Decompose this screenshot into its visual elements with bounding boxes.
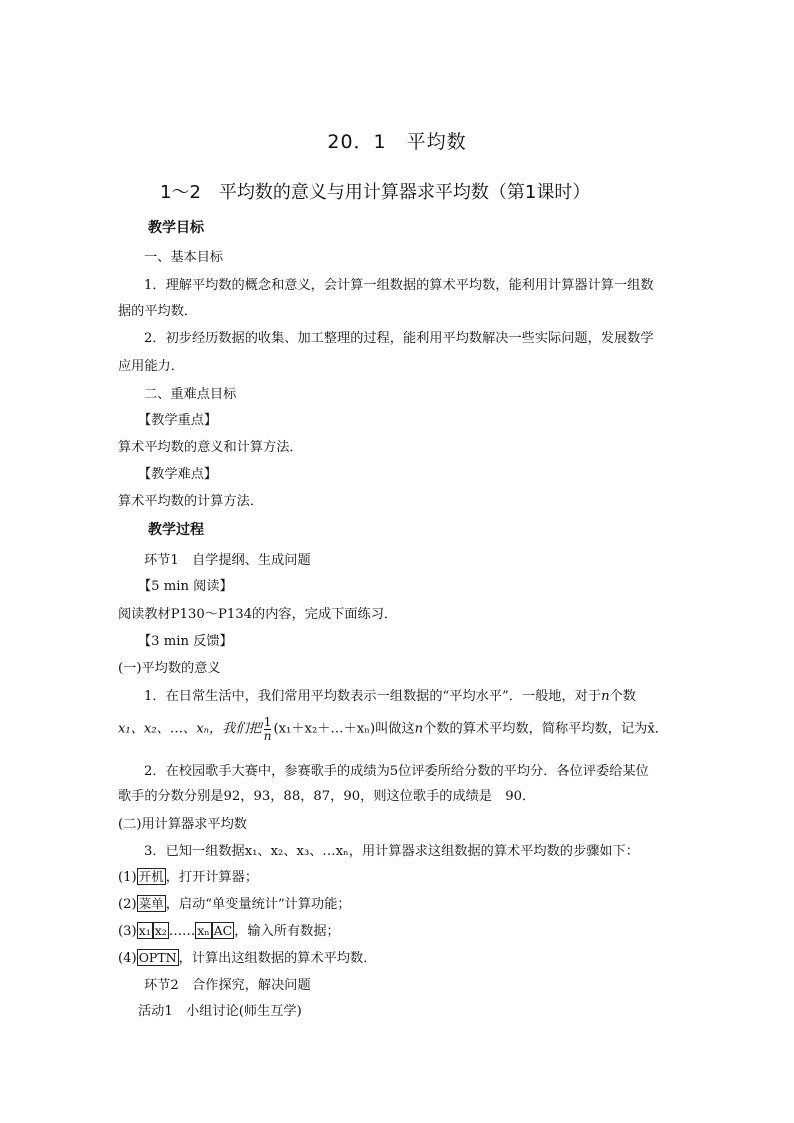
focus-heading: 【教学重点】 [138,413,218,428]
q1-line2-c: 个数的算术平均数，简称平均数，记为x̄． [423,721,668,737]
optn-key: OPTN [138,950,177,965]
q3-line: 3．已知一组数据x₁、x₂、x₃、…xₙ，用计算器求这组数据的算术平均数的步骤如下： [144,844,639,859]
difficulty-heading: 【教学难点】 [138,467,218,482]
step3-prefix: (3) [118,924,137,939]
feedback-heading: 【3 min 反馈】 [138,634,233,649]
power-key: 开机 [138,869,164,884]
step1-text: ，打开计算器； [165,870,259,885]
objectives-heading: 教学目标 [148,220,204,236]
q1-n-2: n [414,721,424,737]
step4-text: ，计算出这组数据的算术平均数． [178,951,377,966]
fraction-denominator: n [263,728,272,743]
fraction-numerator: 1 [263,715,272,729]
step3-ellipsis: …… [168,924,196,939]
step2-text: ，启动“单变量统计”计算功能； [165,897,351,912]
goal2-line1: 2．初步经历数据的收集、加工整理的过程，能利用平均数解决一些实际问题，发展数学 [144,331,654,346]
goal1-line1: 1．理解平均数的概念和意义，会计算一组数据的算术平均数，能利用计算器计算一组数 [144,278,654,293]
data-key-xn: xₙ [197,923,210,938]
step2-heading: 环节2 合作探究，解决问题 [144,978,311,993]
calc-step-2 [118,898,351,911]
read-text: 阅读教材P130～P134的内容，完成下面练习． [118,607,398,622]
goal1-line2: 据的平均数． [118,304,198,319]
step4-prefix: (4) [118,951,137,966]
calc-step-3 [118,925,340,938]
q1-n: n [601,689,610,704]
calc-step-4 [118,952,376,965]
calc-step-1 [118,871,258,884]
goal2-line2: 应用能力． [118,359,184,374]
data-key-x2: x₂ [154,923,167,938]
part1-heading: (一)平均数的意义 [118,661,221,676]
menu-key: 菜单 [138,896,164,911]
focus-text: 算术平均数的意义和计算方法． [118,440,303,455]
activity1-heading: 活动1 小组讨论(师生互学) [138,1004,302,1019]
process-heading: 教学过程 [148,522,204,538]
q1-line2-b: (x₁＋x₂＋…＋xₙ)叫做这 [273,721,415,737]
key-goal-heading: 二、重难点目标 [144,387,237,402]
q1-line1 [144,690,636,703]
read-heading: 【5 min 阅读】 [138,579,233,594]
step1-prefix: (1) [118,870,137,885]
q1-line2 [118,716,668,742]
q1-line2-a: x₁、x₂、…、xₙ，我们把 [118,721,262,737]
step3-text: ，输入所有数据； [234,924,340,939]
q2-line2: 歌手的分数分别是92，93，88，87，90，则这位歌手的成绩是 90． [118,789,536,804]
difficulty-text: 算术平均数的计算方法． [118,494,264,509]
data-key-x1: x₁ [138,923,151,938]
step2-prefix: (2) [118,897,137,912]
fraction-1-over-n [264,716,272,742]
q1-line1-end: 个数 [609,689,636,704]
ac-key: AC [213,923,233,938]
lesson-subtitle: 1～2 平均数的意义与用计算器求平均数（第1课时） [160,182,591,203]
q1-line1-text: 1．在日常生活中，我们常用平均数表示一组数据的“平均水平”．一般地，对于 [144,689,602,704]
step1-heading: 环节1 自学提纲、生成问题 [144,553,311,568]
basic-goal-heading: 一、基本目标 [144,250,224,265]
page-title: 20．1 平均数 [327,131,467,153]
part2-heading: (二)用计算器求平均数 [118,817,247,832]
q2-line1: 2．在校园歌手大赛中，参赛歌手的成绩为5位评委所给分数的平均分．各位评委给某位 [144,764,649,779]
